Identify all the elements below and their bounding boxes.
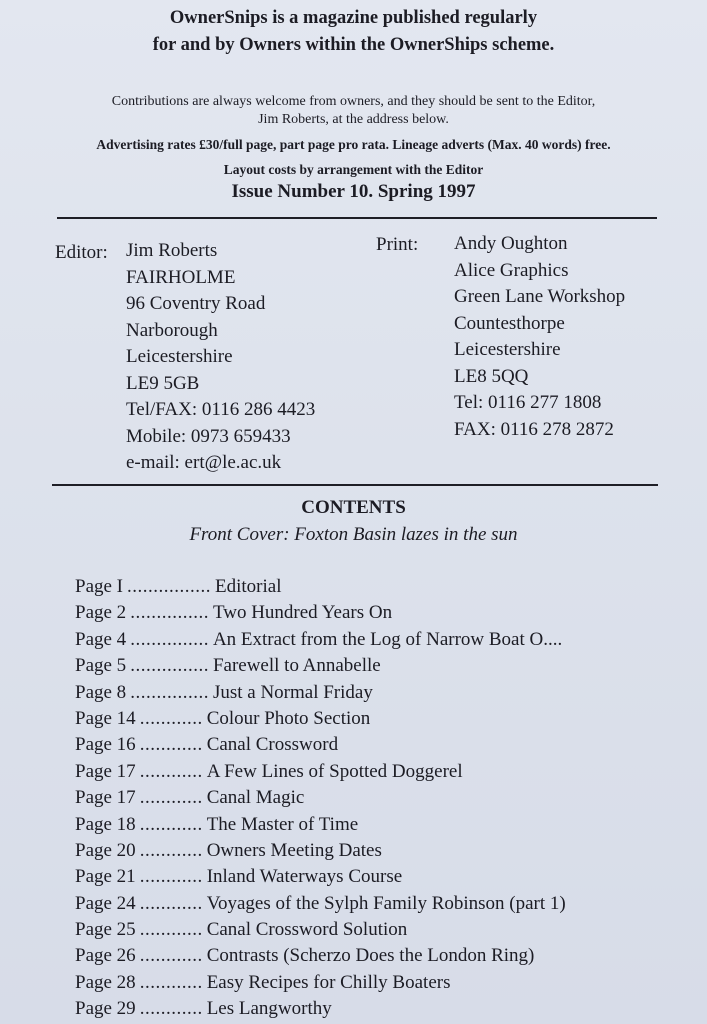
editor-line: Tel/FAX: 0116 286 4423 (126, 399, 316, 420)
list-item (75, 574, 566, 600)
editor-address (126, 238, 315, 477)
toc-title: A Few Lines of Spotted Doggerel (206, 760, 463, 782)
print-line: FAX: 0116 278 2872 (454, 418, 614, 440)
toc-leader: ............ (139, 998, 203, 1020)
list-item (75, 996, 566, 1022)
list-item (75, 732, 566, 758)
toc-title: The Master of Time (206, 813, 359, 835)
editor-line: Narborough (126, 319, 218, 341)
editor-line: FAIRHOLME (126, 266, 236, 288)
toc-page-number: Page 4 (75, 628, 127, 650)
toc-page-number: Page 16 (75, 734, 136, 756)
list-item (75, 917, 566, 943)
editor-line: LE9 5GB (126, 372, 200, 394)
toc-page-number: Page 18 (75, 813, 136, 835)
toc-title: Two Hundred Years On (212, 602, 393, 624)
toc-page-number: Page 25 (75, 919, 136, 941)
divider-top (57, 217, 657, 219)
list-item (75, 759, 566, 785)
toc-title: Colour Photo Section (206, 707, 371, 729)
toc-page-number: Page 21 (75, 866, 136, 888)
toc-title: Contrasts (Scherzo Does the London Ring) (206, 945, 535, 967)
list-item (75, 706, 566, 732)
list-item (75, 970, 566, 996)
toc-leader: ................ (127, 576, 212, 597)
print-line: Andy Oughton (454, 233, 568, 254)
toc-title: An Extract from the Log of Narrow Boat O.... (212, 628, 563, 650)
toc-leader: ............ (139, 971, 203, 993)
list-item (75, 600, 566, 626)
list-item (75, 653, 566, 679)
toc-page-number: Page 17 (75, 787, 136, 809)
list-item (75, 838, 566, 864)
toc-page-number: Page 8 (75, 681, 127, 703)
toc-leader: ............... (130, 628, 209, 650)
toc-title: Easy Recipes for Chilly Boaters (206, 971, 451, 993)
toc-page-number: Page 17 (75, 760, 136, 782)
contents-list (75, 574, 566, 1023)
toc-leader: ............ (139, 734, 203, 756)
toc-page-number: Page 26 (75, 945, 136, 967)
print-line: Alice Graphics (454, 259, 569, 281)
editor-line: Jim Roberts (126, 240, 218, 261)
toc-title: Inland Waterways Course (206, 866, 403, 888)
toc-page-number: Page I (75, 576, 124, 597)
toc-page-number: Page 14 (75, 707, 136, 729)
advertising-rates: Advertising rates £30/full page, part page pro rata. Lineage adverts (Max. 40 words) free. (96, 137, 611, 152)
toc-leader: ............ (139, 866, 203, 888)
toc-title: Just a Normal Friday (212, 681, 373, 703)
toc-title: Canal Magic (206, 787, 305, 809)
list-item (75, 785, 566, 811)
toc-page-number: Page 2 (75, 602, 127, 624)
toc-leader: ............... (130, 681, 209, 703)
toc-title: Owners Meeting Dates (206, 839, 382, 861)
list-item (75, 680, 566, 706)
toc-leader: ............ (139, 919, 203, 941)
toc-page-number: Page 5 (75, 655, 127, 677)
front-cover-caption: Front Cover: Foxton Basin lazes in the sun (189, 524, 518, 545)
print-line: Green Lane Workshop (454, 286, 626, 307)
toc-leader: ............... (130, 602, 209, 624)
toc-leader: ............ (139, 945, 203, 967)
toc-page-number: Page 20 (75, 839, 136, 861)
toc-page-number: Page 29 (75, 998, 136, 1020)
intro-line-1: OwnerSnips is a magazine published regularly (169, 8, 538, 28)
toc-leader: ............... (130, 655, 209, 677)
print-line: LE8 5QQ (454, 365, 529, 387)
editor-line: Leicestershire (126, 346, 233, 367)
toc-leader: ............ (139, 892, 203, 914)
toc-title: Les Langworthy (206, 998, 332, 1020)
toc-title: Voyages of the Sylph Family Robinson (part 1) (206, 892, 566, 914)
contributions-line-1: Contributions are always welcome from owners, and they should be sent to the Editor, (111, 94, 596, 109)
issue-number: Issue Number 10. Spring 1997 (231, 181, 476, 202)
toc-leader: ............ (139, 707, 203, 729)
toc-title: Editorial (215, 576, 282, 597)
editor-line: Mobile: 0973 659433 (126, 425, 291, 447)
print-address (454, 231, 625, 443)
toc-title: Canal Crossword Solution (206, 919, 408, 941)
editor-line: e-mail: ert@le.ac.uk (126, 452, 282, 473)
list-item (75, 891, 566, 917)
toc-title: Canal Crossword (206, 734, 339, 756)
print-label: Print: (376, 234, 419, 255)
list-item (75, 864, 566, 890)
print-line: Leicestershire (454, 339, 561, 360)
layout-costs: Layout costs by arrangement with the Editor (223, 162, 484, 177)
intro-line-2: for and by Owners within the OwnerShips scheme. (152, 35, 555, 55)
list-item (75, 943, 566, 969)
list-item (75, 812, 566, 838)
toc-page-number: Page 24 (75, 892, 136, 914)
toc-leader: ............ (139, 813, 203, 835)
print-line: Tel: 0116 277 1808 (454, 392, 602, 413)
editor-line: 96 Coventry Road (126, 293, 266, 314)
list-item (75, 627, 566, 653)
contents-title: CONTENTS (301, 497, 406, 518)
toc-leader: ............ (139, 760, 203, 782)
toc-page-number: Page 28 (75, 971, 136, 993)
toc-leader: ............ (139, 787, 203, 809)
divider-bottom (52, 484, 658, 486)
toc-title: Farewell to Annabelle (212, 655, 381, 677)
contributions-line-2: Jim Roberts, at the address below. (258, 112, 449, 127)
editor-label: Editor: (55, 242, 108, 263)
toc-leader: ............ (139, 839, 203, 861)
print-line: Countesthorpe (454, 312, 565, 334)
